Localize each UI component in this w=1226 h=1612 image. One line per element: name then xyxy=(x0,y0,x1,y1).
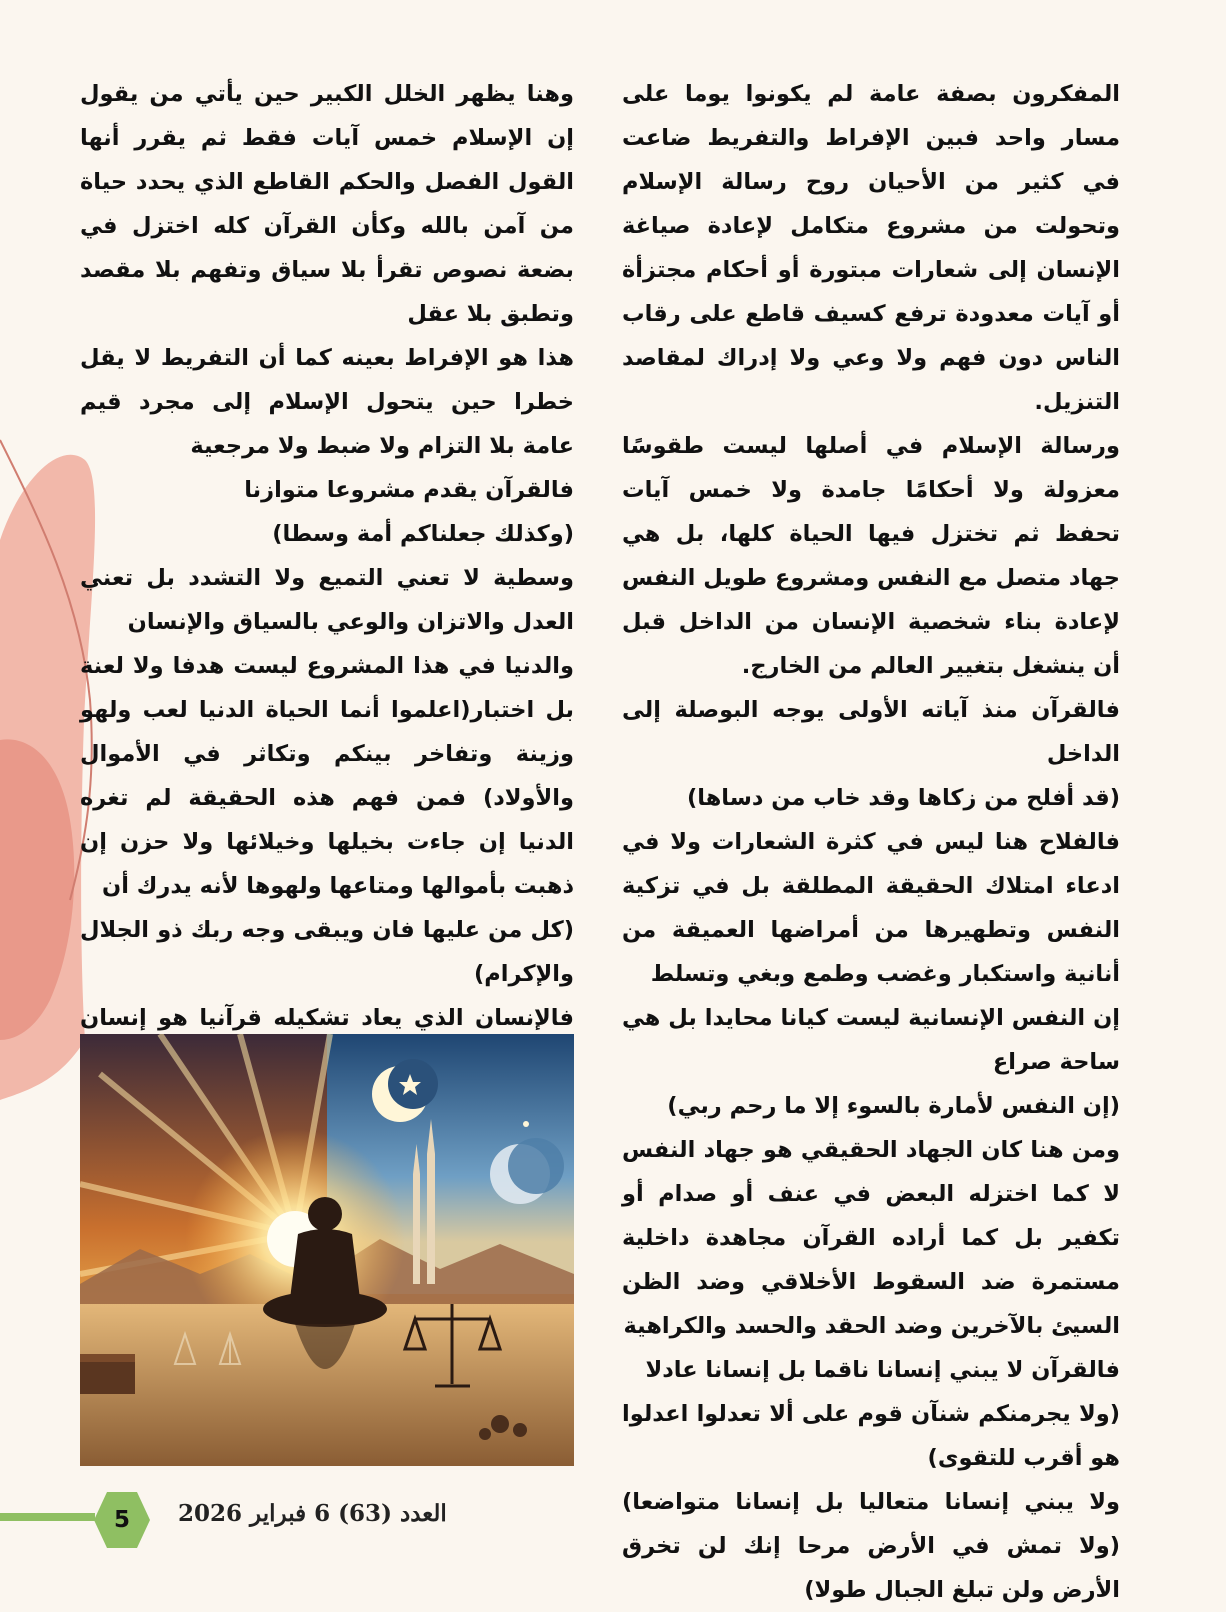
paragraph: فالقرآن لا يبني إنسانا ناقما بل إنسانا عادلا xyxy=(645,1357,1120,1383)
quran-verse: (إن النفس لأمارة بالسوء إلا ما رحم ربي) xyxy=(667,1093,1120,1119)
paragraph: فالقرآن يقدم مشروعا متوازنا xyxy=(244,477,574,503)
meditation-illustration xyxy=(80,1034,574,1466)
footer-divider xyxy=(0,1513,95,1521)
paragraph: ومن هنا كان الجهاد الحقيقي هو جهاد النفس لا كما اختزله البعض في عنف أو صدام أو تكفير بل كما أراده القرآن مجاهدة داخلية مستمرة ضد السقوط الأخلاقي وضد الظن السيئ بالآخرين وضد الحقد والحسد والكراهية xyxy=(622,1137,1120,1339)
paragraph: فالقرآن منذ آياته الأولى يوجه البوصلة إلى الداخل xyxy=(622,697,1120,767)
page-number: 5 xyxy=(113,1507,130,1533)
paragraph: وهنا يظهر الخلل الكبير حين يأتي من يقول إن الإسلام خمس آيات فقط ثم يقرر أنها القول الفصل والحكم القاطع الذي يحدد حياة من آمن بالله وكأن القرآن كله اختزل في بضعة نصوص تقرأ بلا سياق وتفهم بلا مقصد وتطبق بلا عقل xyxy=(80,81,574,327)
article-column-left xyxy=(80,72,574,1084)
quran-verse: (كل من عليها فان ويبقى وجه ربك ذو الجلال والإكرام) xyxy=(80,917,574,987)
paragraph: فالفلاح هنا ليس في كثرة الشعارات ولا في ادعاء امتلاك الحقيقة المطلقة بل في تزكية النفس وتطهيرها من أمراضها العميقة من أنانية واستكبار وغضب وطمع وبغي وتسلط xyxy=(622,829,1120,987)
quran-verse: (ولا يجرمنكم شنآن قوم على ألا تعدلوا اعدلوا هو أقرب للتقوى) xyxy=(622,1401,1120,1471)
paragraph: فالإنسان الذي يعاد تشكيله قرآنيا هو إنسان xyxy=(80,1005,574,1031)
quran-verse: (قد أفلح من زكاها وقد خاب من دساها) xyxy=(686,785,1120,811)
paragraph: والدنيا في هذا المشروع ليست هدفا ولا لعنة بل اختبار(اعلموا أنما الحياة الدنيا لعب ولهو وزينة وتفاخر بينكم وتكاثر في الأموال والأولاد) فمن فهم هذه الحقيقة لم تغره الدنيا إن جاءت بخيلها وخيلائها ولا حزن إن ذهبت بأموالها ومتاعها ولهوها لأنه يدرك أن xyxy=(80,653,574,899)
paragraph: المفكرون بصفة عامة لم يكونوا يوما على مسار واحد فبين الإفراط والتفريط ضاعت في كثير من الأحيان روح رسالة الإسلام وتحولت من مشروع متكامل لإعادة صياغة الإنسان إلى شعارات مبتورة أو أحكام مجتزأة أو آيات معدودة ترفع كسيف قاطع على رقاب الناس دون فهم ولا وعي ولا إدراك لمقاصد التنزيل. xyxy=(622,81,1120,415)
book-icon xyxy=(80,1354,135,1394)
paragraph: ورسالة الإسلام في أصلها ليست طقوسًا معزولة ولا أحكامًا جامدة ولا خمس آيات تحفظ ثم تختزل فيها الحياة كلها، بل هي جهاد متصل مع النفس ومشروع طويل النفس لإعادة بناء شخصية الإنسان من الداخل قبل أن ينشغل بتغيير العالم من الخارج. xyxy=(622,433,1120,679)
paragraph: هذا هو الإفراط بعينه كما أن التفريط لا يقل خطرا حين يتحول الإسلام إلى مجرد قيم عامة بلا التزام ولا ضبط ولا مرجعية xyxy=(80,345,574,459)
paragraph: إن النفس الإنسانية ليست كيانا محايدا بل هي ساحة صراع xyxy=(622,1005,1120,1075)
paragraph: وسطية لا تعني التميع ولا التشدد بل تعني العدل والاتزان والوعي بالسياق والإنسان xyxy=(80,565,574,635)
paragraph: ولا يبني إنسانا متعاليا بل إنسانا متواضعا) (ولا تمش في الأرض مرحا إنك لن تخرق الأرض ولن تبلغ الجبال طولا) xyxy=(622,1489,1120,1603)
issue-info: العدد (63) 6 فبراير 2026 xyxy=(178,1500,447,1527)
quran-verse: (وكذلك جعلناكم أمة وسطا) xyxy=(272,521,574,547)
article-column-right xyxy=(622,72,1120,1612)
